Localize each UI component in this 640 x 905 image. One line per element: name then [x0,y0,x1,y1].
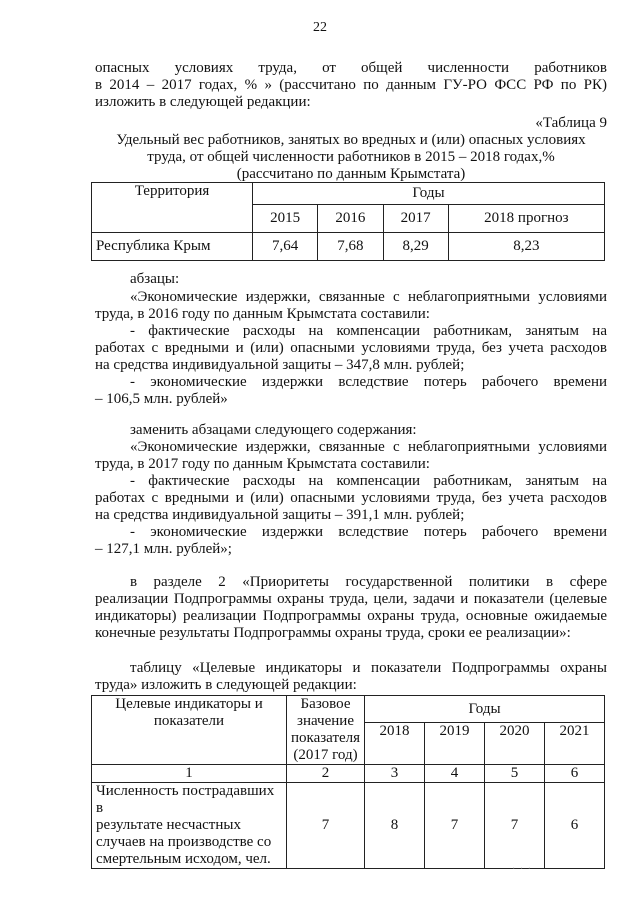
header-base [287,696,365,765]
cell-value: 8,23 [448,233,604,261]
column-number: 5 [485,765,545,783]
header-base-line: значение [297,713,354,729]
table9-title-line: (рассчитано по данным Крымстата) [236,166,466,182]
header-year: 2015 [253,205,318,233]
text-line: труда» изложить в следующей редакции: [95,677,357,693]
text-line: в разделе 2 «Приоритеты государственной политики в сфере [130,574,607,590]
text-line: индикаторы) реализации Подпрограммы охраны труда, основные ожидаемые [95,608,607,624]
cell-indicator [92,783,287,869]
text-line: - экономические издержки вследствие потерь рабочего времени [130,524,607,540]
cell-value: 8,29 [383,233,448,261]
header-year: 2019 [425,723,485,765]
cell-indicator-line: результате несчастных [96,817,241,833]
page-number: 22 [313,20,327,35]
text-line: – 106,5 млн. рублей» [95,391,228,407]
column-number: 2 [287,765,365,783]
table9-title-line: труда, от общей численности работников в 2015 – 2018 годах,% [147,149,555,165]
text-line: на средства индивидуальной защиты – 391,1 млн. рублей; [95,507,465,523]
table9-label: «Таблица 9 [535,115,607,131]
header-year: 2021 [545,723,605,765]
column-number: 3 [365,765,425,783]
header-years: Годы [253,183,605,205]
text-line: заменить абзацами следующего содержания: [130,422,417,438]
header-year: 2018 прогноз [448,205,604,233]
header-base-line: (2017 год) [293,747,358,763]
cell-value: 7 [485,783,545,869]
header-year: 2018 [365,723,425,765]
header-year: 2020 [485,723,545,765]
cell-value: 7 [425,783,485,869]
text-line: - фактические расходы на компенсации работникам, занятым на [130,323,607,339]
header-indicators-line: показатели [153,713,225,729]
header-base-line: Базовое [300,696,351,712]
text-line: на средства индивидуальной защиты – 347,8 млн. рублей; [95,357,465,373]
column-number: 1 [92,765,287,783]
header-years: Годы [365,696,605,723]
text-line: труда, в 2017 году по данным Крымстата составили: [95,456,430,472]
text-line: конечные результаты Подпрограммы охраны труда, сроки ее реализации»: [95,625,571,641]
cell-base: 7 [287,783,365,869]
text-line: изложить в следующей редакции: [95,94,311,110]
table-row [92,765,605,783]
header-indicators-line: Целевые индикаторы и [115,696,263,712]
header-year: 2017 [383,205,448,233]
text-line: работах с вредными и (или) опасными условиями труда, без учета расходов [95,340,607,356]
table-9 [91,182,605,261]
targets-table [91,695,605,869]
table-row [92,783,605,869]
text-line: абзацы: [130,271,180,287]
text-line: труда, в 2016 году по данным Крымстата составили: [95,306,430,322]
column-number: 4 [425,765,485,783]
cell-territory: Республика Крым [92,233,253,261]
text-line: - экономические издержки вследствие потерь рабочего времени [130,374,607,390]
cell-indicator-line: случаев на производстве со [96,834,272,850]
cell-value: 8 [365,783,425,869]
text-line: таблицу «Целевые индикаторы и показатели Подпрограммы охраны [130,660,607,676]
cell-indicator-line: смертельным исходом, чел. [96,851,271,867]
cell-indicator-line: Численность пострадавших в [96,783,275,816]
cell-value: 7,64 [253,233,318,261]
header-territory: Территория [92,183,253,233]
text-line: – 127,1 млн. рублей»; [95,541,232,557]
column-number: 6 [545,765,605,783]
text-line: реализации Подпрограммы охраны труда, цели, задачи и показатели (целевые [95,591,607,607]
text-line: работах с вредными и (или) опасными условиями труда, без учета расходов [95,490,607,506]
table-row [92,233,605,261]
text-line: в 2014 – 2017 годах, % » (рассчитано по данным ГУ-РО ФСС РФ по РК) [95,77,607,93]
text-line: - фактические расходы на компенсации работникам, занятым на [130,473,607,489]
text-line: «Экономические издержки, связанные с неблагоприятными условиями [130,439,607,455]
table9-title-line: Удельный вес работников, занятых во вредных и (или) опасных условиях [116,132,586,148]
header-base-line: показателя [291,730,361,746]
text-line: «Экономические издержки, связанные с неблагоприятными условиями [130,289,607,305]
header-indicators [92,696,287,765]
scan-mark: · · · [512,864,532,875]
cell-value: 7,68 [318,233,383,261]
text-line: опасных условиях труда, от общей численности работников [95,60,607,76]
cell-value: 6 [545,783,605,869]
header-year: 2016 [318,205,383,233]
